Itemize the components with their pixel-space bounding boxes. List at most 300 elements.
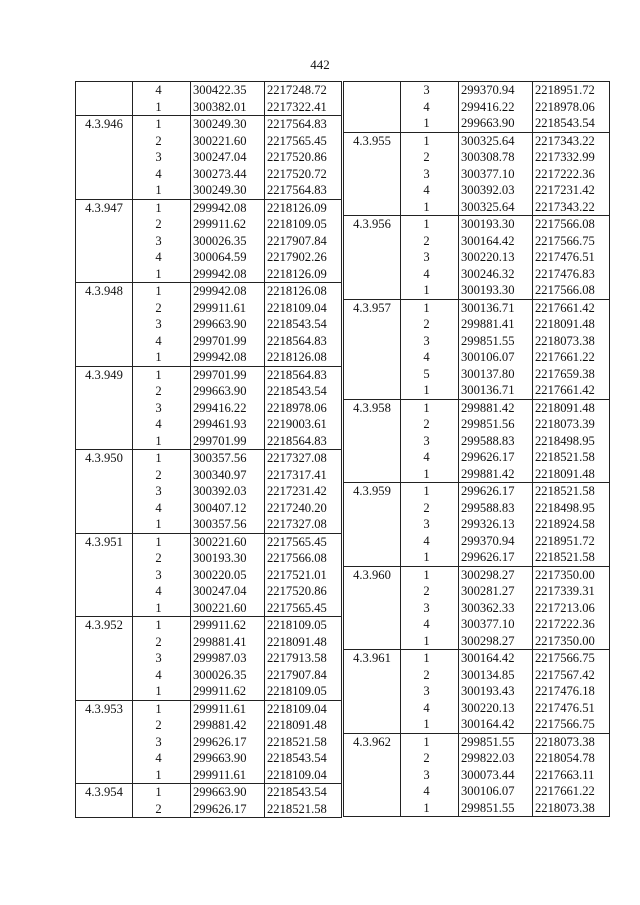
- plot-id-cell: [344, 149, 401, 166]
- plot-id-cell: [76, 349, 133, 366]
- y-coordinate-cell: 2218073.39: [533, 416, 610, 433]
- point-number-cell: 4: [155, 417, 162, 431]
- plot-id-cell: [344, 600, 401, 617]
- x-coordinate-cell: 300377.10: [459, 166, 533, 183]
- plot-id-cell: [344, 533, 401, 550]
- table-row: [344, 516, 610, 533]
- plot-id-cell: [76, 249, 133, 266]
- x-coordinate-cell: 300382.01: [191, 99, 265, 116]
- y-coordinate-cell: 2218091.48: [533, 399, 610, 416]
- plot-id-cell: [76, 400, 133, 417]
- point-number-cell: 1: [155, 600, 162, 615]
- table-row: [344, 282, 610, 299]
- table-row: [76, 199, 342, 216]
- y-coordinate-cell: 2218109.05: [265, 617, 342, 634]
- y-coordinate-cell: 2218564.83: [265, 366, 342, 383]
- point-number-cell: 2: [423, 150, 430, 164]
- point-number-cell: 4: [423, 450, 430, 464]
- point-number-cell: 2: [155, 217, 162, 231]
- x-coordinate-cell: 300298.27: [459, 633, 533, 650]
- point-number-cell: 2: [423, 584, 430, 598]
- y-coordinate-cell: 2218091.48: [533, 316, 610, 333]
- y-coordinate-cell: 2217913.58: [265, 650, 342, 667]
- point-number-cell: 1: [401, 566, 459, 583]
- y-coordinate-cell: 2217222.36: [533, 166, 610, 183]
- point-number-cell: 3: [155, 150, 162, 164]
- plot-id-cell: 4.3.949: [76, 366, 133, 383]
- table-row: [76, 116, 342, 133]
- table-row: [76, 333, 342, 350]
- plot-id-cell: [76, 734, 133, 751]
- point-number-cell: 4: [423, 700, 430, 715]
- y-coordinate-cell: 2217322.41: [265, 99, 342, 116]
- plot-id-cell: [344, 166, 401, 183]
- plot-id-cell: [76, 383, 133, 400]
- x-coordinate-cell: 300136.71: [459, 299, 533, 316]
- table-row: [344, 800, 610, 817]
- y-coordinate-cell: 2217476.18: [533, 683, 610, 700]
- y-coordinate-cell: 2218978.06: [533, 99, 610, 116]
- plot-id-cell: [344, 349, 401, 366]
- x-coordinate-cell: 299663.90: [191, 383, 265, 400]
- x-coordinate-cell: 299701.99: [191, 433, 265, 450]
- plot-id-cell: [344, 783, 401, 800]
- y-coordinate-cell: 2218126.08: [265, 283, 342, 300]
- plot-id-cell: [76, 767, 133, 784]
- x-coordinate-cell: 299626.17: [459, 483, 533, 500]
- x-coordinate-cell: 299663.90: [459, 115, 533, 132]
- x-coordinate-cell: 300308.78: [459, 149, 533, 166]
- y-coordinate-cell: 2217566.08: [265, 550, 342, 567]
- x-coordinate-cell: 300377.10: [459, 616, 533, 633]
- point-number-cell: 4: [155, 83, 162, 97]
- plot-id-cell: [344, 767, 401, 784]
- y-coordinate-cell: 2218073.38: [533, 800, 610, 817]
- x-coordinate-cell: 300164.42: [459, 233, 533, 250]
- plot-id-cell: [76, 182, 133, 199]
- x-coordinate-cell: 300193.30: [191, 550, 265, 567]
- table-row: [344, 449, 610, 466]
- table-row: [344, 82, 610, 99]
- table-row: [344, 667, 610, 684]
- x-coordinate-cell: 299911.62: [191, 617, 265, 634]
- table-row: [76, 550, 342, 567]
- point-number-cell: 1: [423, 383, 430, 397]
- y-coordinate-cell: 2217661.42: [533, 382, 610, 399]
- point-number-cell: 1: [155, 684, 162, 698]
- plot-id-cell: [76, 750, 133, 767]
- table-row: [344, 132, 610, 149]
- x-coordinate-cell: 299851.55: [459, 733, 533, 750]
- table-row: [76, 801, 342, 818]
- table-row: [344, 683, 610, 700]
- point-number-cell: 1: [155, 183, 162, 197]
- y-coordinate-cell: 2218951.72: [533, 533, 610, 550]
- point-number-cell: 2: [155, 300, 162, 315]
- table-row: [76, 467, 342, 484]
- plot-id-cell: [76, 650, 133, 667]
- point-number-cell: 1: [133, 199, 191, 216]
- y-coordinate-cell: 2217231.42: [265, 483, 342, 500]
- table-row: [344, 616, 610, 633]
- x-coordinate-cell: 300064.59: [191, 249, 265, 266]
- table-row: [344, 466, 610, 483]
- table-row: [344, 583, 610, 600]
- y-coordinate-cell: 2217907.84: [265, 667, 342, 684]
- table-row: [344, 733, 610, 750]
- plot-id-cell: [344, 199, 401, 216]
- point-number-cell: 2: [155, 634, 162, 649]
- plot-id-cell: [344, 616, 401, 633]
- plot-id-cell: [344, 382, 401, 399]
- table-row: [344, 416, 610, 433]
- point-number-cell: 3: [155, 567, 162, 582]
- x-coordinate-cell: 300247.04: [191, 149, 265, 166]
- plot-id-cell: 4.3.947: [76, 199, 133, 216]
- table-row: [76, 349, 342, 366]
- table-row: [344, 115, 610, 132]
- x-coordinate-cell: 299851.55: [459, 800, 533, 817]
- x-coordinate-cell: 299987.03: [191, 650, 265, 667]
- plot-id-cell: [344, 99, 401, 116]
- x-coordinate-cell: 299851.56: [459, 416, 533, 433]
- point-number-cell: 1: [133, 784, 191, 801]
- plot-id-cell: [344, 700, 401, 717]
- point-number-cell: 4: [155, 667, 162, 682]
- table-row: [344, 149, 610, 166]
- y-coordinate-cell: 2218564.83: [265, 433, 342, 450]
- y-coordinate-cell: 2218543.54: [265, 316, 342, 333]
- table-row: [344, 382, 610, 399]
- x-coordinate-cell: 300362.33: [459, 600, 533, 617]
- point-number-cell: 4: [155, 584, 162, 598]
- table-row: [76, 149, 342, 166]
- x-coordinate-cell: 300193.30: [459, 216, 533, 233]
- y-coordinate-cell: 2217565.45: [265, 600, 342, 617]
- plot-id-cell: [76, 500, 133, 517]
- point-number-cell: 1: [133, 283, 191, 300]
- plot-id-cell: [344, 433, 401, 450]
- x-coordinate-cell: 300193.43: [459, 683, 533, 700]
- plot-id-cell: [344, 449, 401, 466]
- point-number-cell: 1: [401, 132, 459, 149]
- y-coordinate-cell: 2217521.01: [265, 567, 342, 584]
- table-row: [344, 299, 610, 316]
- y-coordinate-cell: 2217565.45: [265, 133, 342, 150]
- x-coordinate-cell: 300249.30: [191, 116, 265, 133]
- y-coordinate-cell: 2217661.22: [533, 349, 610, 366]
- plot-id-cell: [76, 717, 133, 734]
- table-row: [76, 316, 342, 333]
- y-coordinate-cell: 2218521.58: [533, 449, 610, 466]
- y-coordinate-cell: 2218126.09: [265, 266, 342, 283]
- x-coordinate-cell: 300164.42: [459, 716, 533, 733]
- table-row: [344, 700, 610, 717]
- x-coordinate-cell: 300407.12: [191, 500, 265, 517]
- x-coordinate-cell: 299942.08: [191, 349, 265, 366]
- table-row: [76, 583, 342, 600]
- plot-id-cell: [344, 182, 401, 199]
- table-row: [344, 549, 610, 566]
- point-number-cell: 4: [155, 751, 162, 765]
- table-row: [76, 634, 342, 651]
- plot-id-cell: [344, 233, 401, 250]
- x-coordinate-cell: 300193.30: [459, 282, 533, 299]
- x-coordinate-cell: 299942.08: [191, 283, 265, 300]
- x-coordinate-cell: 300221.60: [191, 600, 265, 617]
- table-row: [344, 166, 610, 183]
- y-coordinate-cell: 2217566.75: [533, 233, 610, 250]
- plot-id-cell: [76, 567, 133, 584]
- x-coordinate-cell: 299911.61: [191, 767, 265, 784]
- point-number-cell: 1: [423, 717, 430, 731]
- x-coordinate-cell: 300325.64: [459, 132, 533, 149]
- x-coordinate-cell: 300106.07: [459, 349, 533, 366]
- x-coordinate-cell: 299881.41: [459, 316, 533, 333]
- point-number-cell: 2: [155, 718, 162, 732]
- plot-id-cell: 4.3.960: [344, 566, 401, 583]
- x-coordinate-cell: 299701.99: [191, 333, 265, 350]
- point-number-cell: 2: [423, 233, 430, 248]
- point-number-cell: 4: [423, 183, 430, 197]
- point-number-cell: 1: [133, 617, 191, 634]
- x-coordinate-cell: 299588.83: [459, 433, 533, 450]
- point-number-cell: 3: [155, 651, 162, 665]
- point-number-cell: 2: [423, 667, 430, 682]
- y-coordinate-cell: 2218091.48: [265, 717, 342, 734]
- plot-id-cell: [344, 750, 401, 767]
- plot-id-cell: [76, 467, 133, 484]
- table-row: [76, 617, 342, 634]
- table-row: [76, 767, 342, 784]
- plot-id-cell: [344, 266, 401, 283]
- x-coordinate-cell: 299370.94: [459, 82, 533, 99]
- y-coordinate-cell: 2217231.42: [533, 182, 610, 199]
- table-row: [76, 216, 342, 233]
- table-row: [344, 433, 610, 450]
- point-number-cell: 3: [423, 684, 430, 698]
- x-coordinate-cell: 300247.04: [191, 583, 265, 600]
- x-coordinate-cell: 299881.42: [459, 399, 533, 416]
- x-coordinate-cell: 300026.35: [191, 667, 265, 684]
- y-coordinate-cell: 2217566.08: [533, 216, 610, 233]
- y-coordinate-cell: 2217663.11: [533, 767, 610, 784]
- plot-id-cell: 4.3.959: [344, 483, 401, 500]
- plot-id-cell: [76, 216, 133, 233]
- x-coordinate-cell: 300273.44: [191, 166, 265, 183]
- y-coordinate-cell: 2218109.04: [265, 300, 342, 317]
- plot-id-cell: [76, 233, 133, 250]
- plot-id-cell: [344, 516, 401, 533]
- plot-id-cell: [76, 300, 133, 317]
- plot-id-cell: [76, 133, 133, 150]
- table-row: [344, 266, 610, 283]
- x-coordinate-cell: 299911.61: [191, 700, 265, 717]
- y-coordinate-cell: 2217222.36: [533, 616, 610, 633]
- y-coordinate-cell: 2218543.54: [265, 750, 342, 767]
- table-row: [344, 500, 610, 517]
- y-coordinate-cell: 2217661.22: [533, 783, 610, 800]
- x-coordinate-cell: 299911.62: [191, 683, 265, 700]
- y-coordinate-cell: 2218109.05: [265, 683, 342, 700]
- point-number-cell: 2: [423, 751, 430, 765]
- plot-id-cell: [76, 550, 133, 567]
- y-coordinate-cell: 2217476.51: [533, 249, 610, 266]
- y-coordinate-cell: 2218073.38: [533, 333, 610, 350]
- y-coordinate-cell: 2217327.08: [265, 516, 342, 533]
- x-coordinate-cell: 299416.22: [191, 400, 265, 417]
- table-row: [76, 249, 342, 266]
- table-row: [344, 600, 610, 617]
- x-coordinate-cell: 299626.17: [459, 549, 533, 566]
- y-coordinate-cell: 2217564.83: [265, 116, 342, 133]
- x-coordinate-cell: 300325.64: [459, 199, 533, 216]
- y-coordinate-cell: 2217659.38: [533, 366, 610, 383]
- plot-id-cell: [344, 500, 401, 517]
- y-coordinate-cell: 2218126.09: [265, 199, 342, 216]
- table-row: [344, 349, 610, 366]
- point-number-cell: 2: [423, 500, 430, 515]
- table-row: [76, 450, 342, 467]
- y-coordinate-cell: 2219003.61: [265, 416, 342, 433]
- point-number-cell: 1: [423, 800, 430, 815]
- table-row: [76, 166, 342, 183]
- y-coordinate-cell: 2218521.58: [533, 549, 610, 566]
- plot-id-cell: [344, 466, 401, 483]
- plot-id-cell: 4.3.956: [344, 216, 401, 233]
- x-coordinate-cell: 299626.17: [191, 734, 265, 751]
- y-coordinate-cell: 2218054.78: [533, 750, 610, 767]
- y-coordinate-cell: 2218543.54: [265, 784, 342, 801]
- y-coordinate-cell: 2218978.06: [265, 400, 342, 417]
- plot-id-cell: [76, 600, 133, 617]
- y-coordinate-cell: 2218498.95: [533, 500, 610, 517]
- y-coordinate-cell: 2217565.45: [265, 533, 342, 550]
- y-coordinate-cell: 2217350.00: [533, 633, 610, 650]
- point-number-cell: 3: [423, 166, 430, 181]
- point-number-cell: 4: [155, 500, 162, 515]
- y-coordinate-cell: 2218543.54: [533, 115, 610, 132]
- table-row: [76, 82, 342, 99]
- y-coordinate-cell: 2217520.86: [265, 583, 342, 600]
- table-row: [76, 600, 342, 617]
- point-number-cell: 1: [133, 533, 191, 550]
- table-row: [76, 182, 342, 199]
- point-number-cell: 1: [155, 266, 162, 281]
- point-number-cell: 1: [401, 733, 459, 750]
- x-coordinate-cell: 300246.32: [459, 266, 533, 283]
- point-number-cell: 1: [401, 216, 459, 233]
- x-coordinate-cell: 299851.55: [459, 333, 533, 350]
- x-coordinate-cell: 300392.03: [191, 483, 265, 500]
- y-coordinate-cell: 2218091.48: [265, 634, 342, 651]
- point-number-cell: 3: [155, 734, 162, 749]
- x-coordinate-cell: 300221.60: [191, 133, 265, 150]
- point-number-cell: 2: [155, 801, 162, 816]
- plot-id-cell: 4.3.951: [76, 533, 133, 550]
- x-coordinate-cell: 299881.41: [191, 634, 265, 651]
- table-row: [76, 567, 342, 584]
- y-coordinate-cell: 2217248.72: [265, 82, 342, 99]
- x-coordinate-cell: 299701.99: [191, 366, 265, 383]
- table-row: [344, 216, 610, 233]
- y-coordinate-cell: 2217327.08: [265, 450, 342, 467]
- point-number-cell: 1: [423, 466, 430, 481]
- x-coordinate-cell: 300137.80: [459, 366, 533, 383]
- y-coordinate-cell: 2218521.58: [265, 734, 342, 751]
- y-coordinate-cell: 2218109.04: [265, 700, 342, 717]
- x-coordinate-cell: 300134.85: [459, 667, 533, 684]
- x-coordinate-cell: 300357.56: [191, 450, 265, 467]
- point-number-cell: 2: [155, 467, 162, 482]
- point-number-cell: 1: [423, 283, 430, 297]
- x-coordinate-cell: 299663.90: [191, 750, 265, 767]
- plot-id-cell: [76, 99, 133, 116]
- point-number-cell: 1: [155, 350, 162, 364]
- y-coordinate-cell: 2217317.41: [265, 467, 342, 484]
- point-number-cell: 4: [423, 617, 430, 631]
- x-coordinate-cell: 299911.61: [191, 300, 265, 317]
- plot-id-cell: 4.3.953: [76, 700, 133, 717]
- point-number-cell: 3: [423, 250, 430, 264]
- plot-id-cell: [76, 483, 133, 500]
- y-coordinate-cell: 2217566.75: [533, 650, 610, 667]
- point-number-cell: 1: [423, 199, 430, 214]
- x-coordinate-cell: 299626.17: [459, 449, 533, 466]
- table-row: [76, 700, 342, 717]
- coordinates-table-left: [75, 81, 342, 818]
- plot-id-cell: [76, 316, 133, 333]
- point-number-cell: 3: [423, 517, 430, 531]
- y-coordinate-cell: 2217350.00: [533, 566, 610, 583]
- plot-id-cell: 4.3.962: [344, 733, 401, 750]
- point-number-cell: 4: [155, 250, 162, 264]
- x-coordinate-cell: 300281.27: [459, 583, 533, 600]
- table-row: [344, 650, 610, 667]
- point-number-cell: 1: [423, 116, 430, 130]
- table-row: [76, 683, 342, 700]
- table-row: [76, 266, 342, 283]
- x-coordinate-cell: 299881.42: [459, 466, 533, 483]
- table-row: [344, 249, 610, 266]
- y-coordinate-cell: 2217566.08: [533, 282, 610, 299]
- plot-id-cell: 4.3.958: [344, 399, 401, 416]
- table-row: [344, 199, 610, 216]
- y-coordinate-cell: 2217907.84: [265, 233, 342, 250]
- point-number-cell: 1: [401, 299, 459, 316]
- y-coordinate-cell: 2218126.08: [265, 349, 342, 366]
- x-coordinate-cell: 300422.35: [191, 82, 265, 99]
- coordinates-table-right: [343, 81, 610, 817]
- table-row: [344, 767, 610, 784]
- x-coordinate-cell: 300220.13: [459, 249, 533, 266]
- point-number-cell: 2: [155, 133, 162, 148]
- point-number-cell: 2: [155, 551, 162, 565]
- plot-id-cell: [76, 433, 133, 450]
- table-row: [344, 182, 610, 199]
- point-number-cell: 4: [423, 266, 430, 281]
- point-number-cell: 3: [423, 83, 430, 97]
- y-coordinate-cell: 2218091.48: [533, 466, 610, 483]
- point-number-cell: 1: [133, 366, 191, 383]
- y-coordinate-cell: 2217661.42: [533, 299, 610, 316]
- y-coordinate-cell: 2218109.05: [265, 216, 342, 233]
- plot-id-cell: 4.3.957: [344, 299, 401, 316]
- table-row: [344, 783, 610, 800]
- x-coordinate-cell: 300249.30: [191, 182, 265, 199]
- point-number-cell: 3: [423, 433, 430, 448]
- x-coordinate-cell: 299663.90: [191, 316, 265, 333]
